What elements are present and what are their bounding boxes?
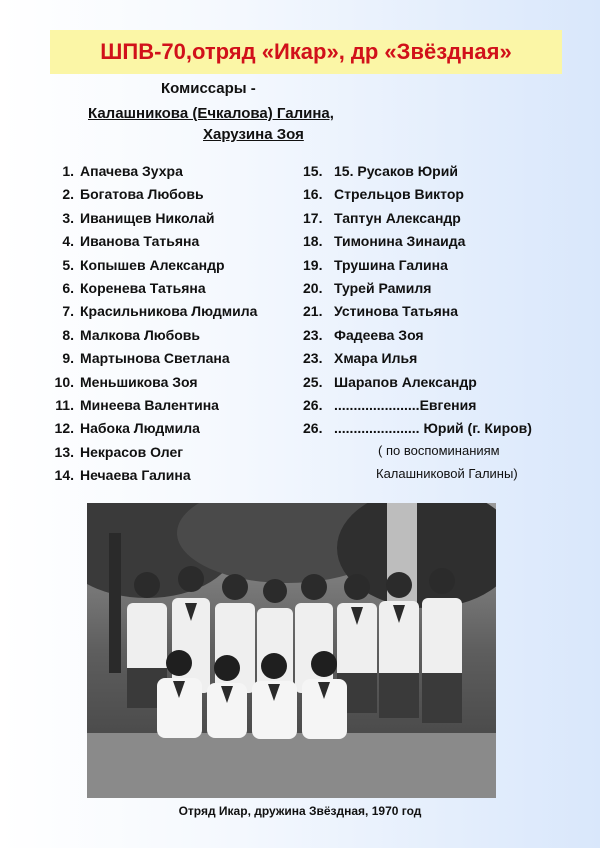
- roster-name: Набока Людмила: [80, 420, 200, 437]
- photo-caption: Отряд Икар, дружина Звёздная, 1970 год: [178, 804, 422, 818]
- roster-number: 1.: [62, 163, 74, 179]
- roster-row: [303, 230, 532, 253]
- roster-row: [303, 183, 532, 206]
- roster-number: 26.: [303, 420, 323, 437]
- roster-row: [50, 183, 257, 206]
- memoir-note-line-2: Калашниковой Галины): [376, 466, 518, 481]
- roster-right-column: [303, 160, 532, 441]
- commissar-name-2: Харузина Зоя: [203, 126, 304, 143]
- roster-name: Коренева Татьяна: [80, 279, 206, 296]
- roster-row: [50, 394, 257, 417]
- roster-number: 6.: [62, 279, 74, 296]
- group-photo: [87, 503, 496, 798]
- roster-number: 4.: [62, 233, 74, 250]
- roster-row: [303, 347, 532, 370]
- roster-name: Некрасов Олег: [80, 443, 184, 460]
- roster-name: Меньшикова Зоя: [80, 373, 198, 390]
- roster-name: Богатова Любовь: [80, 186, 204, 203]
- commissars-heading: Комиссары -: [161, 80, 256, 97]
- roster-name: Апачева Зухра: [80, 163, 183, 179]
- roster-row: [303, 160, 532, 183]
- roster-name: Таптун Александр: [334, 209, 461, 226]
- roster-name: ...................... Юрий (г. Киров): [334, 420, 532, 437]
- roster-row: [50, 160, 257, 183]
- roster-number: 8.: [62, 326, 74, 343]
- roster-number: 23.: [303, 350, 323, 367]
- roster-number: 25.: [303, 373, 323, 390]
- memoir-note-line-1: ( по воспоминаниям: [378, 443, 500, 458]
- roster-number: 12.: [54, 420, 74, 437]
- roster-left-column: [50, 160, 257, 487]
- roster-row: [50, 324, 257, 347]
- roster-name: Устинова Татьяна: [334, 303, 459, 320]
- roster-number: 19.: [303, 256, 323, 273]
- roster-name: Турей Рамиля: [334, 279, 432, 296]
- roster-name: 15. Русаков Юрий: [334, 163, 458, 179]
- roster-name: Минеева Валентина: [80, 396, 219, 413]
- roster-row: [50, 417, 257, 440]
- roster-row: [50, 230, 257, 253]
- roster-row: [303, 324, 532, 347]
- roster-row: [303, 207, 532, 230]
- roster-row: [50, 371, 257, 394]
- roster-row: [50, 347, 257, 370]
- roster-row: [50, 207, 257, 230]
- roster-name: Тимонина Зинаида: [334, 233, 466, 250]
- roster-name: Хмара Илья: [334, 350, 418, 367]
- roster-number: 17.: [303, 209, 323, 226]
- roster-number: 7.: [62, 303, 74, 320]
- roster-row: [303, 417, 532, 440]
- roster-row: [303, 394, 532, 417]
- roster-number: 21.: [303, 303, 323, 320]
- roster-row: [50, 441, 257, 464]
- roster-number: 3.: [62, 209, 74, 226]
- roster-row: [303, 277, 532, 300]
- roster-number: 2.: [62, 186, 74, 203]
- roster-name: Иванищев Николай: [80, 209, 215, 226]
- roster-number: 18.: [303, 233, 323, 250]
- roster-number: 26.: [303, 396, 323, 413]
- roster-name: Шарапов Александр: [334, 373, 477, 390]
- roster-name: ......................Евгения: [334, 396, 477, 413]
- roster-number: 10.: [54, 373, 74, 390]
- roster-number: 13.: [54, 443, 74, 460]
- roster-name: Иванова Татьяна: [80, 233, 200, 250]
- roster-number: 16.: [303, 186, 323, 203]
- roster-name: Фадеева Зоя: [334, 326, 424, 343]
- roster-number: 5.: [62, 256, 74, 273]
- roster-number: 20.: [303, 279, 323, 296]
- roster-row: [303, 254, 532, 277]
- roster-name: Красильникова Людмила: [80, 303, 258, 320]
- roster-name: Стрельцов Виктор: [334, 186, 464, 203]
- roster-number: 11.: [55, 396, 74, 413]
- roster-name: Малкова Любовь: [80, 326, 200, 343]
- title-banner: [50, 30, 562, 74]
- roster-row: [50, 254, 257, 277]
- roster-number: 23.: [303, 326, 323, 343]
- group-photo-illustration: [87, 503, 496, 798]
- roster-number: 9.: [62, 350, 74, 367]
- roster-name: Трушина Галина: [334, 256, 448, 273]
- roster-row: [50, 300, 257, 323]
- commissar-name-1: Калашникова (Ечкалова) Галина,: [88, 105, 334, 122]
- roster-name: Мартынова Светлана: [80, 350, 230, 367]
- roster-number: 14.: [54, 467, 74, 484]
- roster-name: Копышев Александр: [80, 256, 225, 273]
- page-title: ШПВ-70,отряд «Икар», др «Звёздная»: [100, 39, 512, 64]
- roster-row: [50, 277, 257, 300]
- roster-row: [303, 300, 532, 323]
- roster-row: [50, 464, 257, 487]
- roster-number: 15.: [303, 163, 323, 179]
- roster-row: [303, 371, 532, 394]
- roster-name: Нечаева Галина: [80, 467, 191, 484]
